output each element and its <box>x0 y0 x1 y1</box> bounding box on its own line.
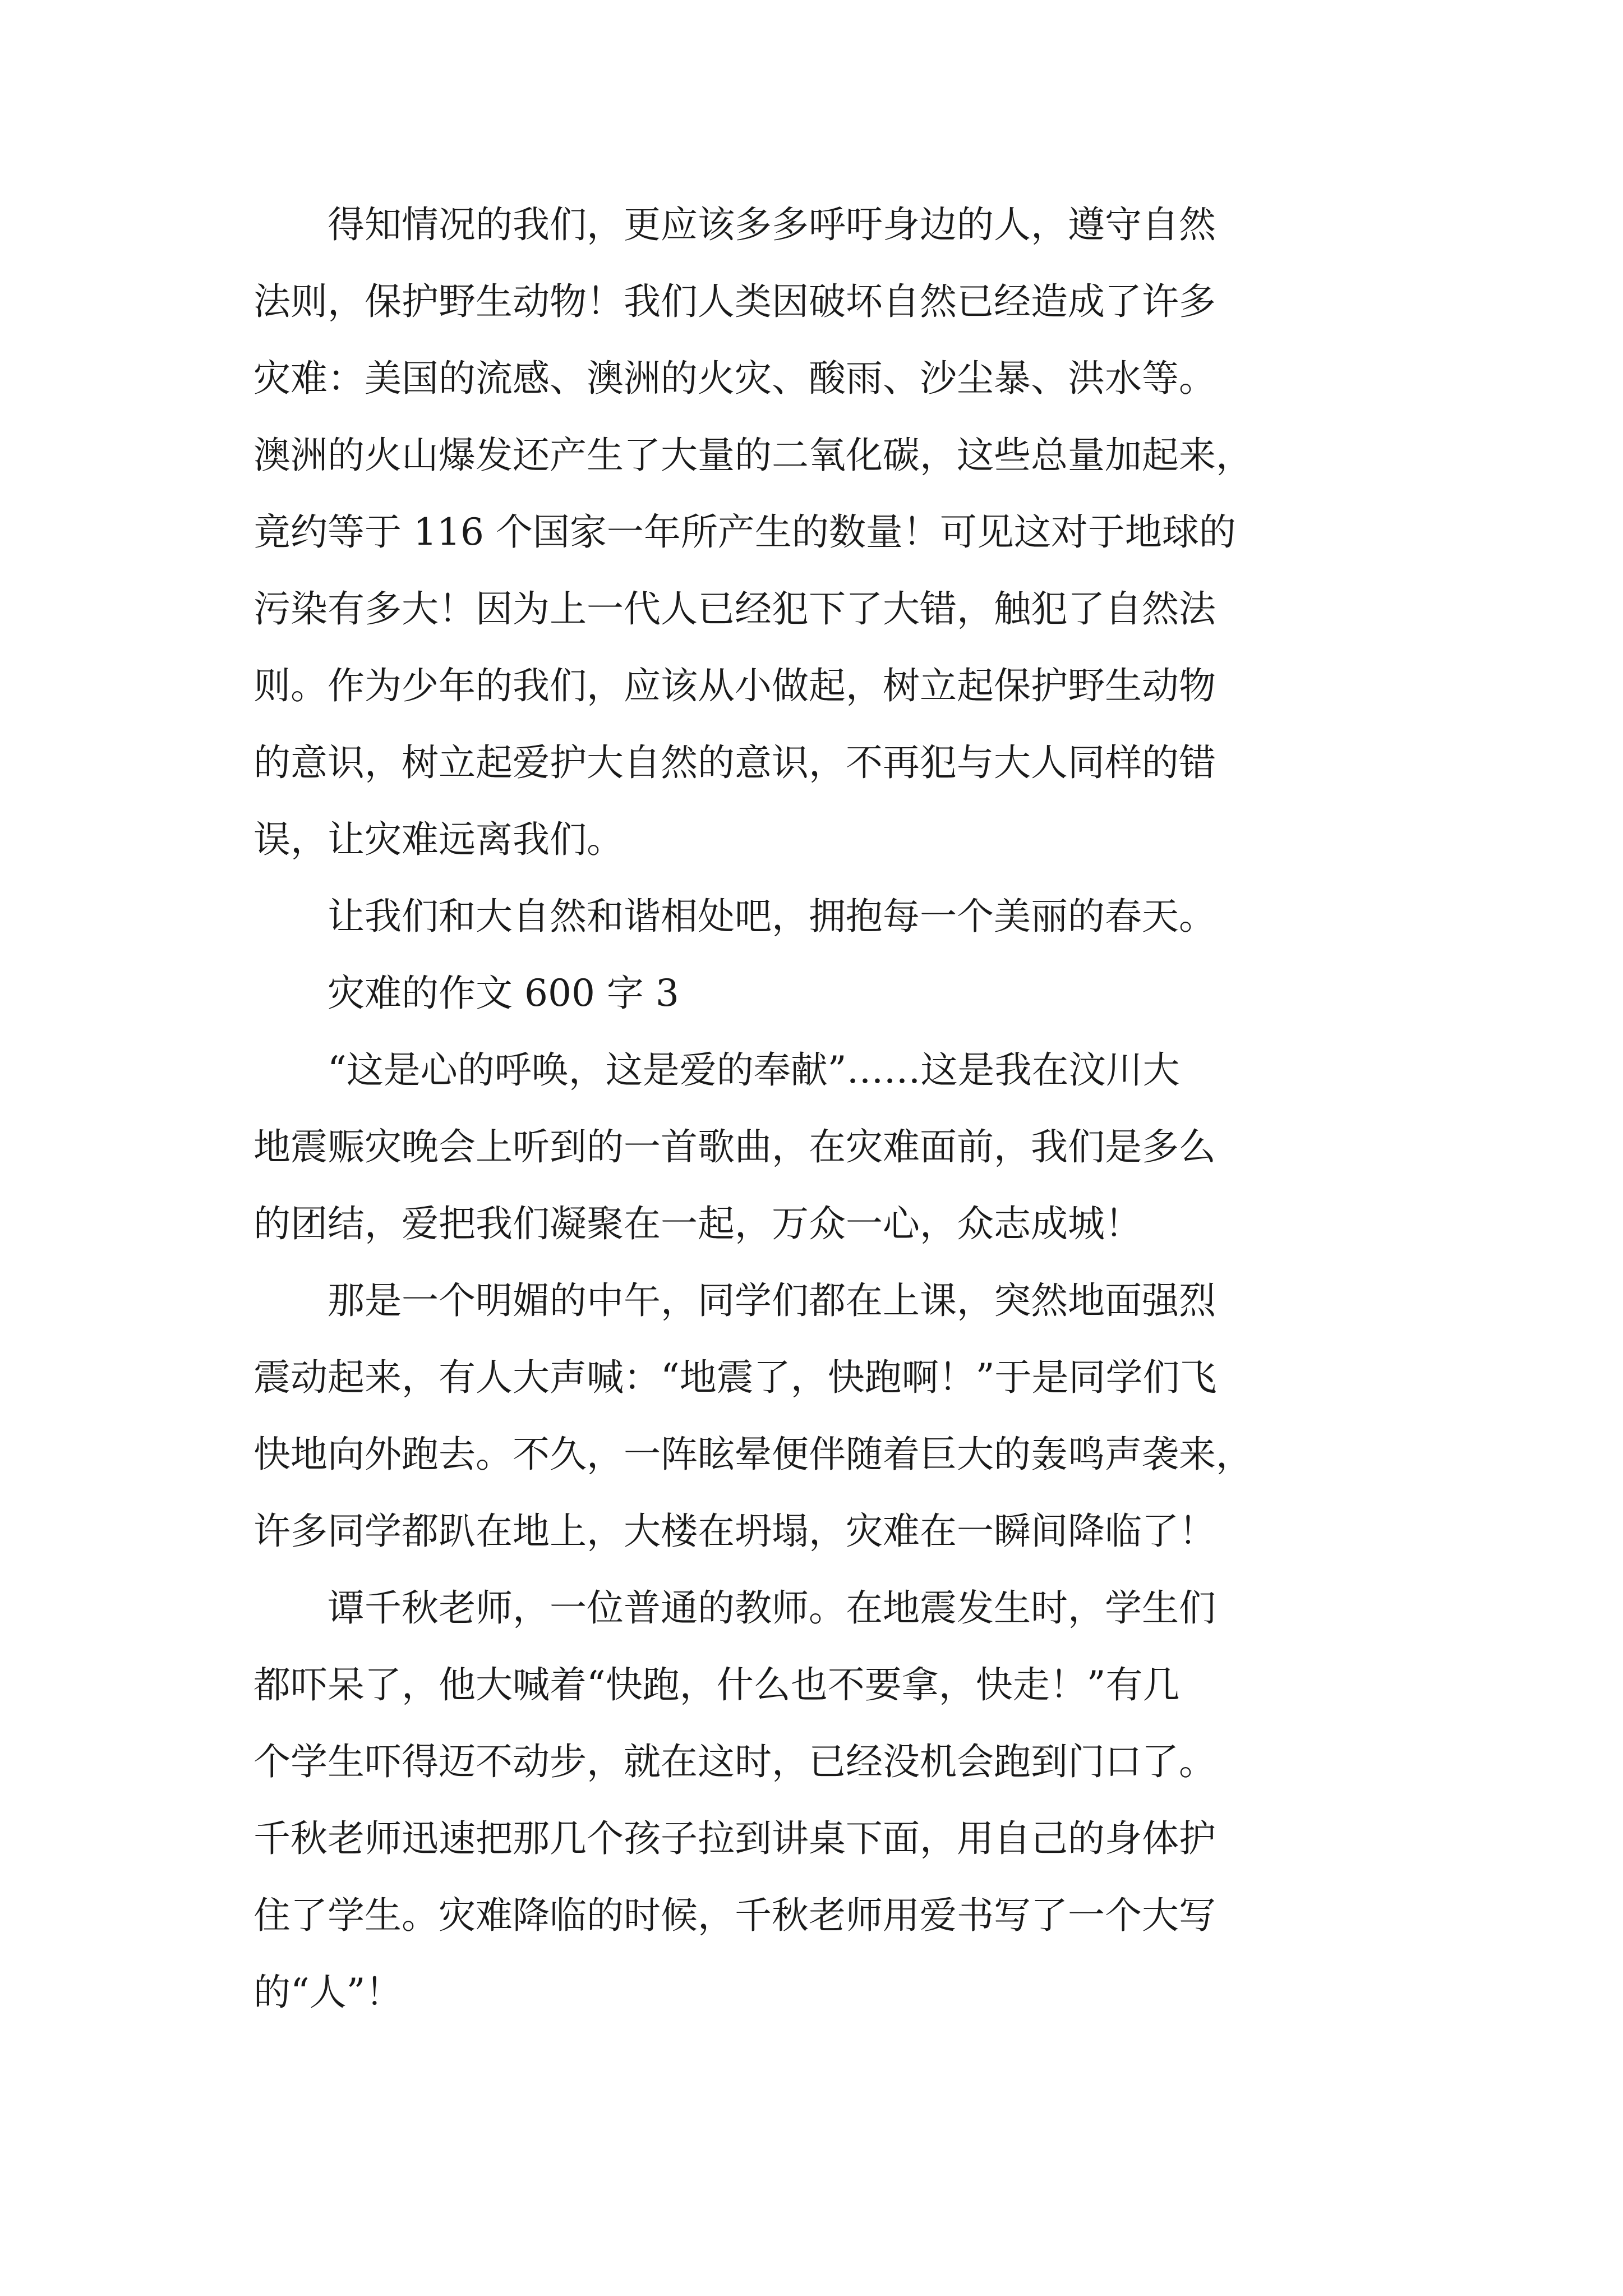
text-line: 那是一个明媚的中午，同学们都在上课，突然地面强烈 <box>253 1279 1216 1322</box>
text-line: 竟约等于 116 个国家一年所产生的数量！可见这对于地球的 <box>253 510 1236 554</box>
text-line: 得知情况的我们，更应该多多呼吁身边的人，遵守自然 <box>253 203 1216 246</box>
text-line: 许多同学都趴在地上，大楼在坍塌，灾难在一瞬间降临了！ <box>253 1510 1216 1553</box>
text-line: 的“人”！ <box>253 1971 403 2014</box>
text-line: 快地向外跑去。不久，一阵眩晕便伴随着巨大的轰鸣声袭来， <box>253 1433 1253 1476</box>
text-line: “这是心的呼唤，这是爱的奉献”……这是我在汶川大 <box>253 1048 1180 1092</box>
text-line: 都吓呆了，他大喊着“快跑，什么也不要拿，快走！”有几 <box>253 1663 1180 1706</box>
section-heading: 灾难的作文 600 字 3 <box>253 972 679 1015</box>
text-line: 住了学生。灾难降临的时候，千秋老师用爱书写了一个大写 <box>253 1894 1216 1937</box>
text-line: 则。作为少年的我们，应该从小做起，树立起保护野生动物 <box>253 664 1216 707</box>
text-line: 污染有多大！因为上一代人已经犯下了大错，触犯了自然法 <box>253 587 1216 631</box>
text-line: 谭千秋老师，一位普通的教师。在地震发生时，学生们 <box>253 1586 1216 1630</box>
text-line: 澳洲的火山爆发还产生了大量的二氧化碳，这些总量加起来， <box>253 434 1253 477</box>
text-line: 地震赈灾晚会上听到的一首歌曲，在灾难面前，我们是多么 <box>253 1125 1216 1168</box>
text-line: 震动起来，有人大声喊：“地震了，快跑啊！”于是同学们飞 <box>253 1356 1217 1399</box>
text-line: 千秋老师迅速把那几个孩子拉到讲桌下面，用自己的身体护 <box>253 1817 1216 1860</box>
text-line: 个学生吓得迈不动步，就在这时，已经没机会跑到门口了。 <box>253 1740 1216 1783</box>
text-line: 的团结，爱把我们凝聚在一起，万众一心，众志成城！ <box>253 1202 1142 1245</box>
text-line: 的意识，树立起爱护大自然的意识，不再犯与大人同样的错 <box>253 741 1216 784</box>
text-line: 误，让灾难远离我们。 <box>253 818 624 861</box>
text-line: 让我们和大自然和谐相处吧，拥抱每一个美丽的春天。 <box>253 895 1216 938</box>
text-line: 法则，保护野生动物！我们人类因破坏自然已经造成了许多 <box>253 280 1216 323</box>
text-line: 灾难：美国的流感、澳洲的火灾、酸雨、沙尘暴、洪水等。 <box>253 357 1216 400</box>
